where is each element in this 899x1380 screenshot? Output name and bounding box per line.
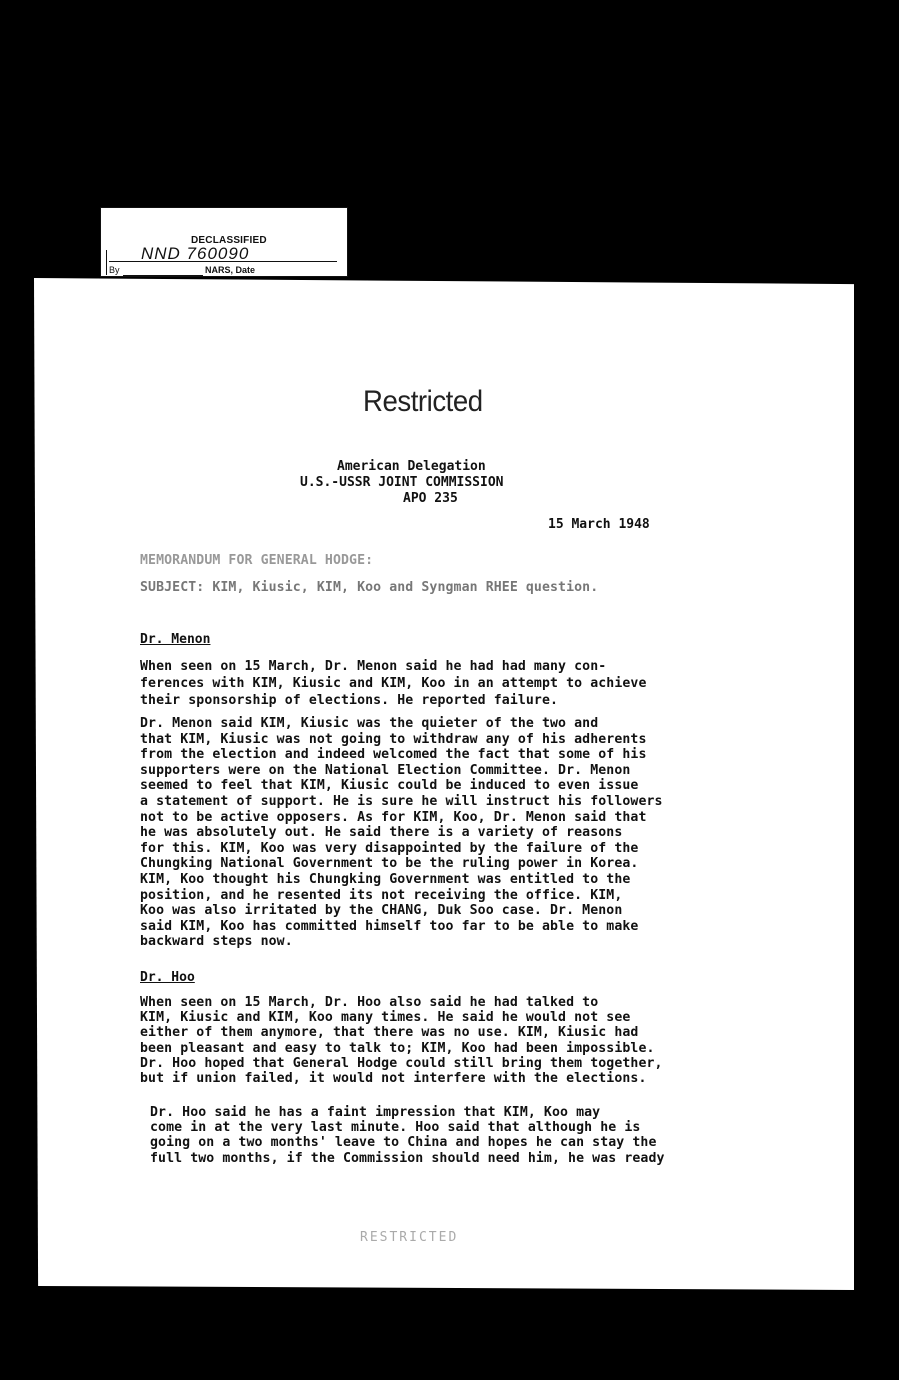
stamp-tick <box>106 250 107 275</box>
text-line: supporters were on the National Election Committee. Dr. Menon <box>140 762 631 778</box>
text-line: ferences with KIM, Kiusic and KIM, Koo in an attempt to achieve <box>140 676 647 691</box>
memo-to: MEMORANDUM FOR GENERAL HODGE: <box>140 553 374 568</box>
text-line: been pleasant and easy to talk to; KIM, Koo had been impossible. <box>140 1040 655 1056</box>
text-line: going on a two months' leave to China and hopes he can stay the <box>150 1135 657 1151</box>
footer-classification: RESTRICTED <box>360 1230 459 1245</box>
text-line: KIM, Kiusic and KIM, Koo many times. He said he would not see <box>140 1010 631 1026</box>
text-line: said KIM, Koo has committed himself too far to be able to make <box>140 918 639 934</box>
text-line: he was absolutely out. He said there is a variety of reasons <box>140 825 623 841</box>
text-line: Dr. Hoo hoped that General Hodge could still bring them together, <box>140 1055 663 1071</box>
text-line: position, and he resented its not receiving the office. KIM, <box>140 887 623 903</box>
by-rule <box>123 275 203 276</box>
section-heading-hoo: Dr. Hoo <box>140 970 195 985</box>
text-line: When seen on 15 March, Dr. Menon said he had had many con- <box>140 659 607 674</box>
nars-date-label: NARS, Date <box>205 265 256 275</box>
text-line: but if union failed, it would not interfere with the elections. <box>140 1071 647 1086</box>
text-line: either of them anymore, that there was no use. KIM, Kiusic had <box>140 1025 639 1041</box>
memo-date: 15 March 1948 <box>548 517 650 532</box>
declassified-label: DECLASSIFIED <box>191 235 267 246</box>
authority-number: NND 760090 <box>141 244 250 263</box>
text-line: their sponsorship of elections. He reported failure. <box>140 693 559 708</box>
text-line: that KIM, Kiusic was not going to withdraw any of his adherents <box>140 731 647 747</box>
text-line: a statement of support. He is sure he will instruct his followers <box>140 794 663 809</box>
by-label: By <box>109 265 120 275</box>
header-line3: APO 235 <box>403 491 458 506</box>
text-line: Dr. Menon said KIM, Kiusic was the quieter of the two and <box>140 716 599 731</box>
text-line: When seen on 15 March, Dr. Hoo also said he had talked to <box>140 995 599 1010</box>
section-heading-menon: Dr. Menon <box>140 632 211 647</box>
text-line: Koo was also irritated by the CHANG, Duk Soo case. Dr. Menon <box>140 903 623 919</box>
text-line: seemed to feel that KIM, Kiusic could be induced to even issue <box>140 778 639 794</box>
text-line: for this. KIM, Koo was very disappointed by the failure of the <box>140 840 639 856</box>
classification-mark: Restricted <box>363 385 483 418</box>
text-line: backward steps now. <box>140 934 293 950</box>
stamp-rule <box>109 261 337 262</box>
text-line: KIM, Koo thought his Chungking Government was entitled to the <box>140 872 631 887</box>
declassification-stamp <box>100 207 348 277</box>
text-line: full two months, if the Commission should need him, he was ready <box>150 1150 665 1166</box>
text-line: Chungking National Government to be the ruling power in Korea. <box>140 856 639 872</box>
header-line1: American Delegation <box>337 459 486 474</box>
text-line: come in at the very last minute. Hoo said that although he is <box>150 1120 641 1136</box>
text-line: Dr. Hoo said he has a faint impression that KIM, Koo may <box>150 1105 601 1120</box>
memo-subject: SUBJECT: KIM, Kiusic, KIM, Koo and Syngman RHEE question. <box>140 580 599 595</box>
text-line: not to be active opposers. As for KIM, Koo, Dr. Menon said that <box>140 809 647 825</box>
text-line: from the election and indeed welcomed the fact that some of his <box>140 747 647 763</box>
header-line2: U.S.-USSR JOINT COMMISSION <box>300 475 504 490</box>
